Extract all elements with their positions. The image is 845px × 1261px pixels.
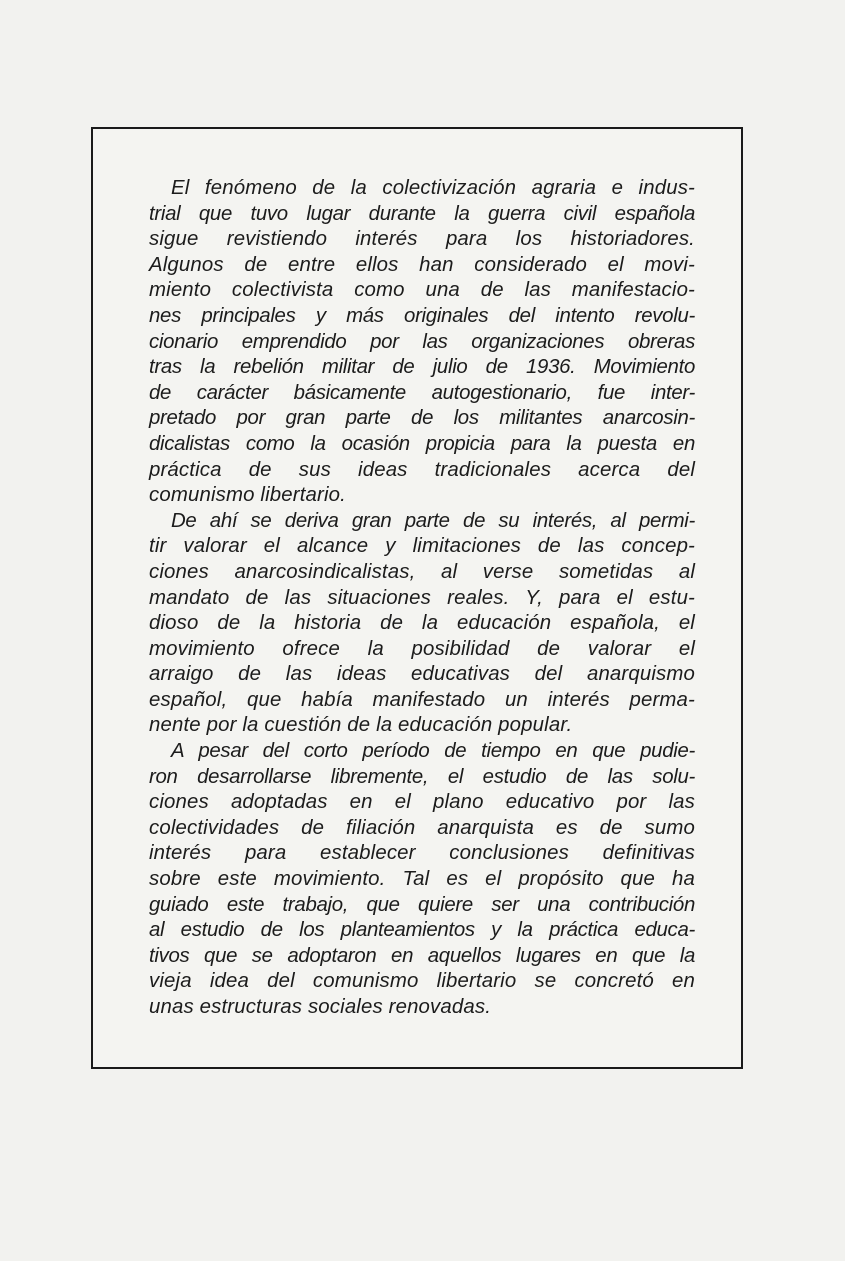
text-line: arraigo de las ideas educativas del anarquismo — [149, 663, 695, 686]
text-line: El fenómeno de la colectivización agraria e indus- — [171, 177, 695, 199]
text-line: movimiento ofrece la posibilidad de valorar el — [149, 637, 695, 660]
text-line: Algunos de entre ellos han considerado el movi- — [149, 253, 695, 276]
text-line: guiado este trabajo, que quiere ser una contribución — [149, 893, 695, 916]
text-line: mandato de las situaciones reales. Y, para el estu- — [149, 586, 695, 609]
paragraph-1 — [149, 176, 695, 509]
text-line: miento colectivista como una de las manifestacio- — [149, 279, 695, 302]
text-line: español, que había manifestado un interés perma- — [149, 688, 695, 711]
text-line: vieja idea del comunismo libertario se concretó en — [149, 970, 695, 993]
text-line: pretado por gran parte de los militantes anarcosin- — [149, 407, 695, 430]
paragraph-2 — [149, 509, 695, 739]
text-line: al estudio de los planteamientos y la práctica educa- — [149, 919, 695, 942]
text-line: sigue revistiendo interés para los historiadores. — [149, 228, 695, 251]
paragraph-3 — [149, 739, 695, 1021]
text-line: dicalistas como la ocasión propicia para la puesta en — [149, 432, 695, 455]
text-line: tras la rebelión militar de julio de 1936. Movimiento — [149, 356, 695, 379]
text-line: trial que tuvo lugar durante la guerra civil española — [149, 202, 695, 225]
body-text — [149, 176, 695, 1021]
text-line: interés para establecer conclusiones definitivas — [149, 842, 695, 865]
text-frame — [91, 127, 743, 1069]
text-line: unas estructuras sociales renovadas. — [149, 996, 492, 1018]
text-line: nente por la cuestión de la educación popular. — [149, 714, 573, 737]
text-line: tir valorar el alcance y limitaciones de las concep- — [149, 535, 695, 558]
text-line: A pesar del corto período de tiempo en que pudie- — [171, 740, 695, 763]
text-line: De ahí se deriva gran parte de su interés, al permi- — [171, 509, 695, 532]
text-line: ciones adoptadas en el plano educativo por las — [149, 791, 695, 814]
text-line: nes principales y más originales del intento revolu- — [149, 304, 695, 327]
text-line: ron desarrollarse libremente, el estudio de las solu- — [149, 765, 695, 788]
text-line: práctica de sus ideas tradicionales acerca del — [149, 458, 695, 481]
text-line: ciones anarcosindicalistas, al verse sometidas al — [149, 560, 695, 583]
text-line: dioso de la historia de la educación española, el — [149, 612, 695, 635]
text-line: tivos que se adoptaron en aquellos lugares en que la — [149, 944, 695, 967]
text-line: sobre este movimiento. Tal es el propósito que ha — [149, 868, 695, 891]
text-line: de carácter básicamente autogestionario, fue inter- — [149, 381, 695, 404]
text-line: cionario emprendido por las organizaciones obreras — [149, 330, 695, 353]
text-line: comunismo libertario. — [149, 484, 346, 507]
text-line: colectividades de filiación anarquista es de sumo — [149, 816, 695, 839]
